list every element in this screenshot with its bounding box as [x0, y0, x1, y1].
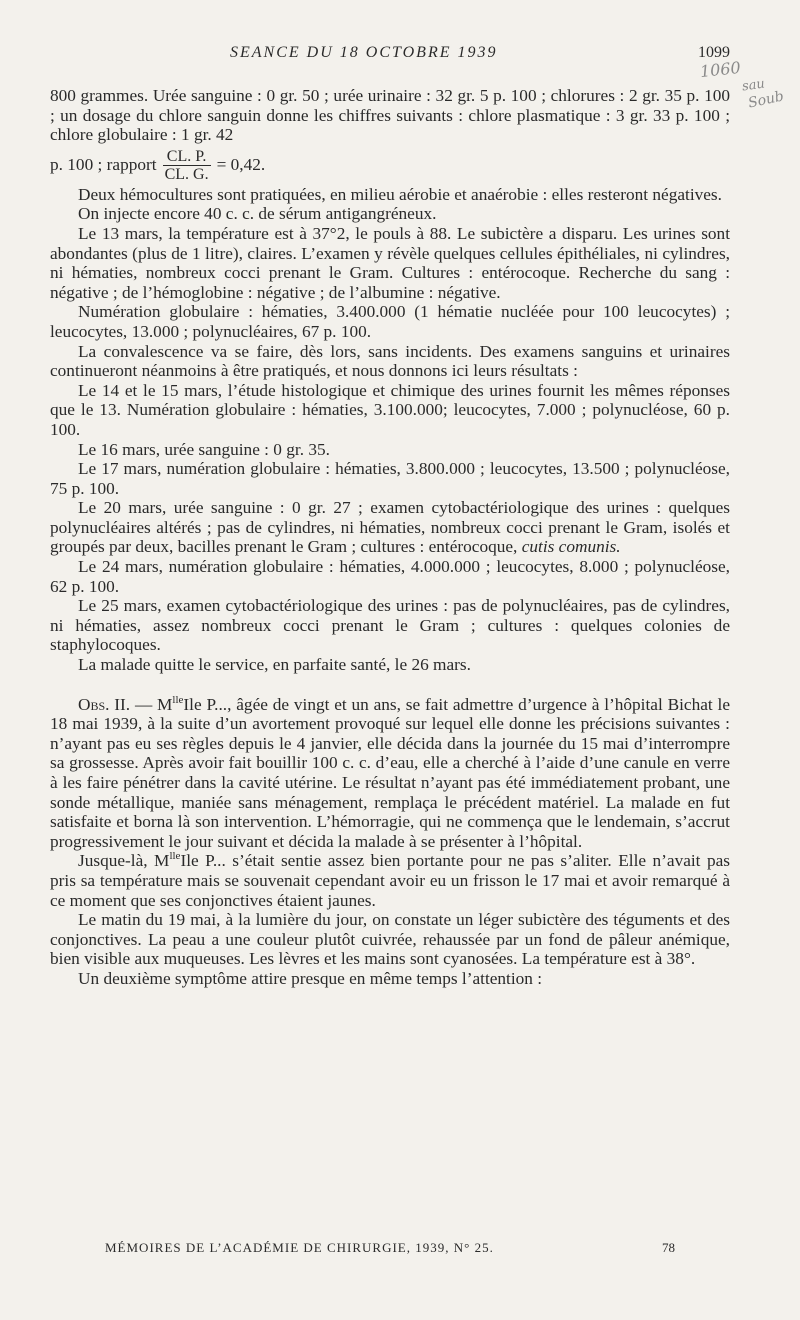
running-header: [230, 44, 730, 62]
paragraph: Le 25 mars, examen cytobactériologique des urines : pas de polynucléaires, pas de cylindres, ni hématies, assez nombreux cocci prenant le Gram ; cultures : quelques colonies de staphylocoques.: [50, 596, 730, 655]
formula-result: = 0,42.: [216, 154, 266, 174]
paragraph: Le 16 mars, urée sanguine : 0 gr. 35.: [78, 439, 330, 459]
fraction: [163, 148, 211, 183]
paragraph: La convalescence va se faire, dès lors, sans incidents. Des examens sanguins et urinaires continueront néanmoins à être pratiqués, et nous donnons ici leurs résultats :: [50, 341, 730, 381]
paragraph: 800 grammes. Urée sanguine : 0 gr. 50 ; urée urinaire : 32 gr. 5 p. 100 ; chlorures : 2 gr. 35 p. 100 ; un dosage du chlore sanguin donne les chiffres suivants : chlore plasmatique : 3 gr. 33 p. 100 ; chlore globulaire : 1 gr. 42: [50, 86, 730, 145]
paragraph: On injecte encore 40 c. c. de sérum antigangréneux.: [78, 204, 437, 224]
paragraph: Numération globulaire : hématies, 3.400.000 (1 hématie nucléée pour 100 leucocytes) ; leucocytes, 13.000 ; polynucléaires, 67 p. 100.: [50, 302, 730, 341]
mlle-superscript: lle: [169, 850, 181, 863]
italic-phrase: cutis comunis.: [521, 537, 621, 557]
page-footer: [105, 1240, 675, 1256]
observation-label: Obs. II. — M: [78, 694, 173, 714]
ratio-formula: [50, 145, 730, 185]
paragraph: Le 14 et le 15 mars, l’étude histologique et chimique des urines fournit les mêmes réponses que le 13. Numération globulaire : hématies, 3.100.000; leucocytes, 7.000 ; polynucléose, 60 p. 100.: [50, 380, 730, 439]
handwritten-note-1: 1060: [699, 57, 742, 82]
body-text: [50, 86, 730, 989]
paragraph: Un deuxième symptôme attire presque en même temps l’attention :: [78, 968, 543, 988]
formula-prefix: p. 100 ; rapport: [50, 154, 157, 174]
paragraph-text: Ile P... s’était sentie assez bien portante pour ne pas s’aliter. Elle n’avait pas pris sa température mais se souvenait cependant avoir eu un frisson le 17 mai et avoir remarqué à ce moment que ses conjonctives étaient jaunes.: [50, 851, 730, 910]
fraction-denominator: CL. G.: [164, 166, 209, 184]
jusque-prefix: Jusque-là, M: [78, 851, 170, 871]
footer-citation: MÉMOIRES DE L’ACADÉMIE DE CHIRURGIE, 1939, N° 25.: [105, 1240, 494, 1255]
fraction-numerator: CL. P.: [163, 148, 211, 166]
mlle-superscript: lle: [172, 693, 184, 706]
handwritten-note-3: Soub: [746, 88, 786, 112]
paragraph-text: Le 20 mars, urée sanguine : 0 gr. 27 ; examen cytobactériologique des urines : quelques polynucléaires altérés ; pas de cylindres, ni hématies, nombreux cocci prenant le Gram, isolés et groupés par deux, bacilles prenant le Gram ; cultures : entérocoque,: [50, 498, 730, 557]
footer-number: 78: [662, 1240, 675, 1255]
paragraph: La malade quitte le service, en parfaite santé, le 26 mars.: [78, 655, 471, 675]
paragraph: Le 17 mars, numération globulaire : hématies, 3.800.000 ; leucocytes, 13.500 ; polynucléose, 75 p. 100.: [50, 459, 730, 498]
paragraph: Le matin du 19 mai, à la lumière du jour, on constate un léger subictère des téguments et des conjonctives. La peau a une couleur plutôt cuivrée, rehaussée par un fond de pâleur anémique, bien visible aux muqueuses. Les lèvres et les mains sont cyanosées. La température est à 38°.: [50, 910, 730, 969]
paragraph: Le 13 mars, la température est à 37°2, le pouls à 88. Le subictère a disparu. Les urines sont abondantes (plus de 1 litre), claires. L’examen y révèle quelques cellules épithéliales, ni cylindres, ni hématies, nombreux cocci prenant le Gram. Cultures : entérocoque. Recherche du sang : négative ; de l’hémoglobine : négative ; de l’albumine : négative.: [50, 223, 730, 302]
paragraph-with-italic: [50, 498, 730, 557]
section-gap: [50, 675, 730, 695]
paragraph: Deux hémocultures sont pratiquées, en milieu aérobie et anaérobie : elles resteront négatives.: [78, 184, 722, 204]
handwritten-note-2: sau: [741, 76, 766, 95]
page-number: 1099: [698, 44, 730, 61]
running-title: SEANCE DU 18 OCTOBRE 1939: [230, 44, 498, 61]
paragraph-text: Ile P..., âgée de vingt et un ans, se fait admettre d’urgence à l’hôpital Bichat le 18 mai 1939, à la suite d’un avortement provoqué sur lequel elle donne les précisions suivantes : n’ayant pas eu ses règles depuis le 4 janvier, elle décida dans la journée du 15 mai d’interrompre sa grossesse. Après avoir fait bouillir 100 c. c. d’eau, elle a cherché à l’aide d’une canule en verre à les faire pénétrer dans la cavité utérine. Le résultat n’ayant pas été immédiatement probant, une sonde métallique, maniée sans ménagement, remplaça le précédent matériel. La malade en fut satisfaite et borna là son intervention. L’hémorragie, qui ne commença que le lendemain, s’accrut progressivement le jour suivant et décida la malade à se présenter à l’hôpital.: [50, 694, 730, 851]
paragraph: [50, 851, 730, 910]
observation-paragraph: [50, 695, 730, 852]
paragraph: Le 24 mars, numération globulaire : hématies, 4.000.000 ; leucocytes, 8.000 ; polynucléose, 62 p. 100.: [50, 557, 730, 596]
